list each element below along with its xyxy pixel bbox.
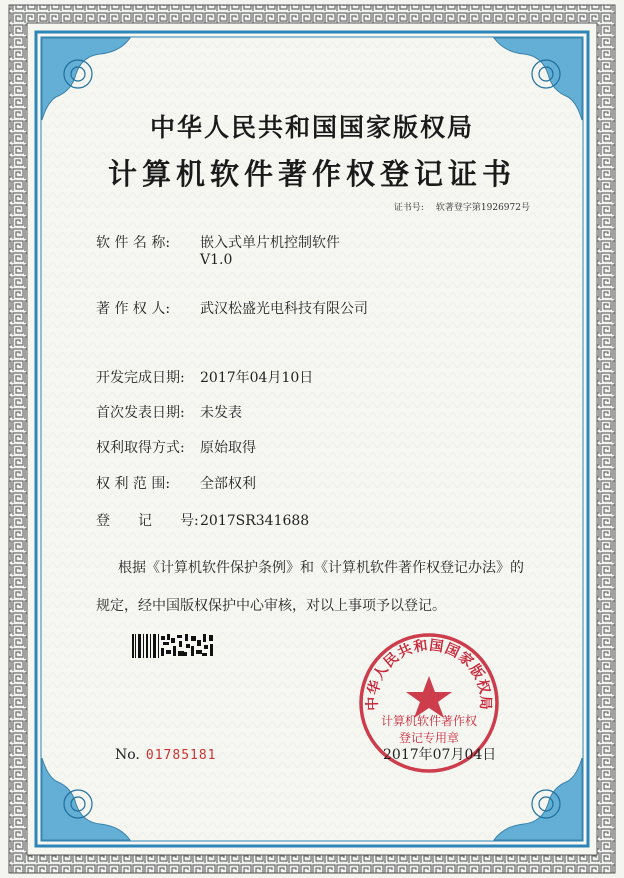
issue-date: 2017年07月04日 — [383, 747, 497, 763]
field-acquisition-method — [96, 437, 256, 457]
field-label: 软 件 名 称: — [96, 235, 171, 251]
statement-line-1: 根据《计算机软件保护条例》和《计算机软件著作权登记办法》的 — [118, 560, 524, 576]
field-software-version: V1.0 — [200, 252, 233, 268]
certificate-number-label: 证书号: — [393, 203, 424, 213]
seal-line-2: 登记专用章 — [398, 731, 459, 745]
field-value: 2017SR341688 — [200, 513, 310, 529]
field-label: 开发完成日期: — [96, 370, 185, 386]
field-value: 未发表 — [200, 405, 242, 421]
certificate-number-value: 软著登字第1926972号 — [435, 203, 530, 213]
field-publication-date — [96, 402, 242, 422]
serial-number-value: 01785181 — [145, 748, 217, 763]
serial-number-label: No. — [115, 747, 140, 763]
field-value: 原始取得 — [200, 440, 256, 456]
field-label: 首次发表日期: — [96, 405, 185, 421]
statement-line-2: 规定，经中国版权保护中心审核，对以上事项予以登记。 — [96, 598, 446, 614]
seal-line-1: 计算机软件著作权 — [380, 714, 477, 728]
field-label: 登 记 号: — [96, 513, 199, 529]
field-label: 权利取得方式: — [96, 440, 185, 456]
field-value: 2017年04月10日 — [200, 370, 314, 386]
field-rights-scope — [96, 473, 256, 493]
field-completion-date — [96, 367, 313, 387]
serial-number — [115, 747, 217, 763]
field-value: 全部权利 — [200, 476, 256, 492]
field-copyright-owner — [96, 298, 368, 318]
certificate-number — [394, 200, 530, 213]
field-software-name — [96, 232, 340, 252]
field-label: 著 作 权 人: — [96, 301, 171, 317]
field-registration-number — [96, 510, 309, 530]
field-label: 权 利 范 围: — [96, 476, 171, 492]
field-value: 嵌入式单片机控制软件 — [200, 235, 340, 251]
seal-arc-text: 中华人民共和国国家版权局 — [364, 637, 494, 711]
barcode-icon — [131, 632, 215, 660]
authority-title: 中华人民共和国国家版权局 — [149, 113, 474, 142]
certificate-title: 计算机软件著作权登记证书 — [107, 157, 516, 191]
field-value: 武汉松盛光电科技有限公司 — [200, 301, 368, 317]
